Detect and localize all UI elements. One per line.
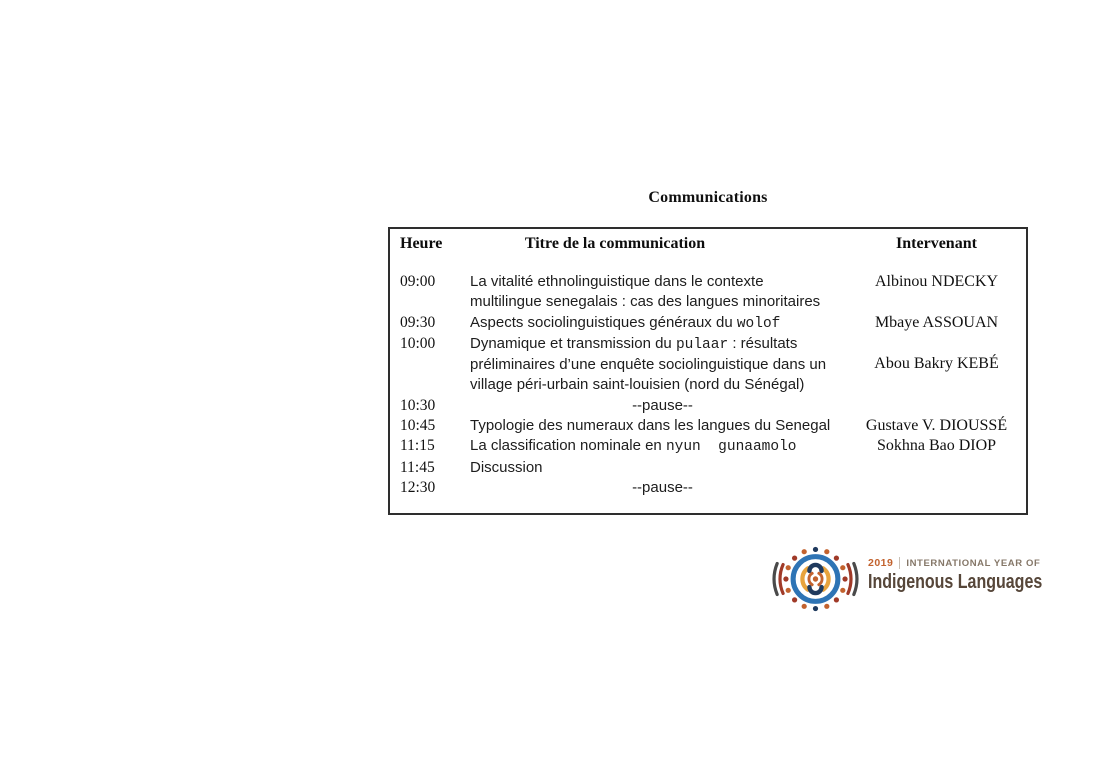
time-cell: 11:15 (400, 437, 435, 455)
table-row (400, 478, 1026, 498)
title-text: multilingue senegalais : cas des langues minoritaires (470, 293, 821, 311)
title-text: village péri-urbain saint-louisien (nord du Sénégal) (470, 376, 805, 394)
title-cell (470, 416, 855, 436)
table-row (400, 436, 1026, 457)
title-line (470, 355, 855, 375)
time-cell: 10:45 (400, 417, 436, 435)
title-text: Aspects sociolinguistiques généraux du (470, 313, 737, 331)
table-row (400, 334, 1026, 396)
logo-year: 2019 (868, 557, 894, 569)
iyil-logo-top-row (868, 557, 1086, 569)
header-spacer (400, 255, 1026, 272)
header-intervenant: Intervenant (896, 235, 977, 252)
title-text: La classification nominale en (470, 437, 666, 455)
speaker-cell (855, 478, 1026, 498)
schedule-rows (400, 272, 1026, 498)
title-cell (470, 334, 855, 396)
time-cell: 09:30 (400, 313, 436, 331)
title-line (470, 396, 855, 416)
speaker-cell: Abou Bakry KEBÉ (874, 355, 999, 373)
title-line (470, 292, 855, 312)
time-cell: 10:30 (400, 396, 436, 414)
table-header-row (400, 233, 1026, 255)
table-row (400, 272, 1026, 313)
speaker-cell (855, 396, 1026, 416)
title-cell (470, 272, 855, 313)
table-row (400, 458, 1026, 478)
language-term: wolof (736, 315, 781, 332)
title-cell (470, 458, 855, 478)
header-heure: Heure (400, 235, 443, 252)
title-line (470, 458, 855, 478)
speaker-cell: Gustave V. DIOUSSÉ (865, 417, 1008, 435)
title-cell (470, 396, 855, 416)
title-cell (470, 478, 855, 498)
speaker-cell: Albinou NDECKY (874, 273, 999, 290)
iyil-emblem-icon (768, 541, 863, 617)
logo-subtitle: INTERNATIONAL YEAR OF (906, 557, 1041, 569)
title-text: Typologie des numeraux dans les langues du Senegal (470, 417, 831, 435)
title-text: La vitalité ethnolinguistique dans le contexte (470, 273, 764, 290)
title-text: Dynamique et transmission du (470, 334, 676, 352)
table-row (400, 416, 1026, 436)
title-text: préliminaires d’une enquête sociolinguistique dans un (470, 356, 827, 374)
speaker-cell (855, 458, 1026, 478)
speaker-cell: Mbaye ASSOUAN (874, 313, 999, 331)
header-titre: Titre de la communication (524, 235, 706, 252)
speaker-cell: Sokhna Bao DIOP (876, 437, 997, 455)
table-row (400, 313, 1026, 334)
title-line (470, 272, 855, 292)
time-cell: 12:30 (400, 478, 436, 496)
communications-table (388, 227, 1028, 515)
table-row (400, 396, 1026, 416)
title-text: : résultats (728, 334, 798, 352)
iyil-logo-text (868, 557, 1086, 594)
title-line (470, 375, 855, 395)
title-cell (470, 313, 855, 334)
title-text: --pause-- (632, 396, 693, 414)
title-line (470, 313, 855, 334)
title-line (470, 416, 855, 436)
title-line (470, 478, 855, 498)
title-text: Discussion (470, 458, 543, 476)
time-cell: 11:45 (400, 458, 435, 476)
logo-divider (899, 557, 900, 569)
title-line (470, 436, 855, 457)
title-cell (470, 436, 855, 457)
title-line (470, 334, 855, 355)
time-cell: 09:00 (400, 273, 436, 290)
time-cell: 10:00 (400, 334, 436, 352)
page-title: Communications (648, 189, 768, 206)
language-term: nyun gunaamolo (665, 439, 797, 456)
logo-title: Indigenous Languages (868, 571, 1043, 593)
iyil-logo (768, 541, 1043, 621)
title-text: --pause-- (632, 478, 693, 496)
language-term: pulaar (675, 336, 729, 353)
